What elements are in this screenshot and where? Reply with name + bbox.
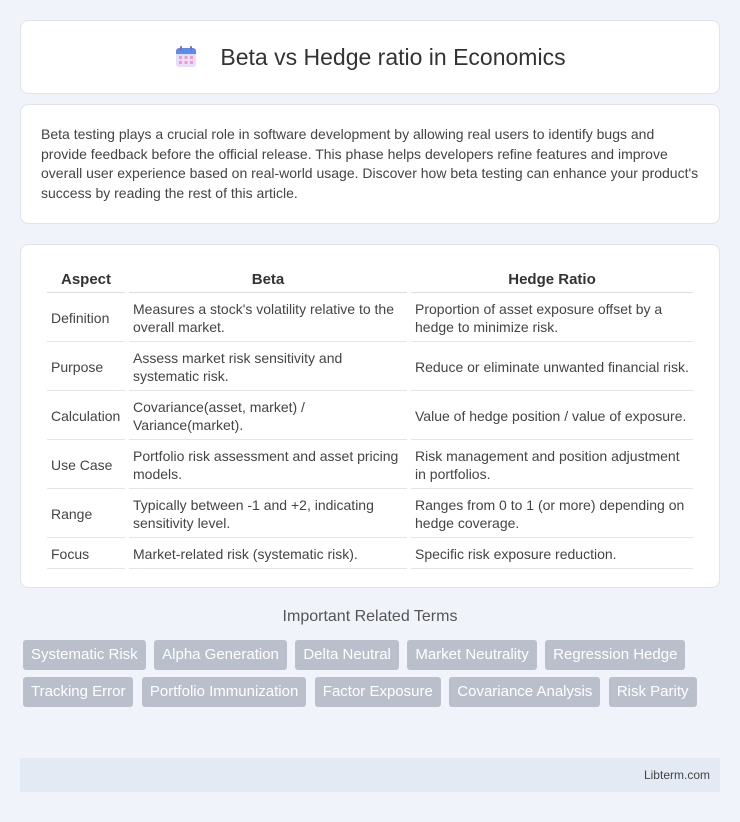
header-hedge-ratio: Hedge Ratio bbox=[411, 267, 693, 293]
aspect-cell: Focus bbox=[47, 540, 125, 569]
table-row bbox=[47, 344, 693, 391]
calendar-icon bbox=[174, 45, 198, 69]
hedge-cell: Proportion of asset exposure offset by a hedge to minimize risk. bbox=[411, 295, 693, 342]
term-tag[interactable]: Factor Exposure bbox=[315, 677, 441, 707]
table-row bbox=[47, 442, 693, 489]
footer-link[interactable]: Libterm.com bbox=[643, 768, 710, 782]
beta-cell: Portfolio risk assessment and asset pricing models. bbox=[129, 442, 407, 489]
aspect-cell: Definition bbox=[47, 295, 125, 342]
table-row bbox=[47, 393, 693, 440]
beta-cell: Market-related risk (systematic risk). bbox=[129, 540, 407, 569]
term-tag[interactable]: Risk Parity bbox=[609, 677, 697, 707]
table-row bbox=[47, 540, 693, 569]
term-tag[interactable]: Regression Hedge bbox=[545, 640, 685, 670]
beta-cell: Assess market risk sensitivity and systematic risk. bbox=[129, 344, 407, 391]
footer bbox=[20, 758, 720, 792]
hedge-cell: Ranges from 0 to 1 (or more) depending on hedge coverage. bbox=[411, 491, 693, 538]
table-row bbox=[47, 295, 693, 342]
header-beta: Beta bbox=[129, 267, 407, 293]
hedge-cell: Specific risk exposure reduction. bbox=[411, 540, 693, 569]
comparison-table bbox=[43, 265, 697, 571]
comparison-card bbox=[20, 244, 720, 588]
related-terms-list bbox=[23, 640, 723, 714]
beta-cell: Covariance(asset, market) / Variance(market). bbox=[129, 393, 407, 440]
header-aspect: Aspect bbox=[47, 267, 125, 293]
page-title: Beta vs Hedge ratio in Economics bbox=[220, 43, 566, 70]
beta-cell: Measures a stock's volatility relative to the overall market. bbox=[129, 295, 407, 342]
related-terms-title: Important Related Terms bbox=[282, 608, 458, 625]
term-tag[interactable]: Market Neutrality bbox=[407, 640, 536, 670]
hedge-cell: Risk management and position adjustment in portfolios. bbox=[411, 442, 693, 489]
term-tag[interactable]: Covariance Analysis bbox=[449, 677, 600, 707]
aspect-cell: Purpose bbox=[47, 344, 125, 391]
term-tag[interactable]: Delta Neutral bbox=[295, 640, 399, 670]
term-tag[interactable]: Portfolio Immunization bbox=[142, 677, 306, 707]
table-row bbox=[47, 491, 693, 538]
term-tag[interactable]: Systematic Risk bbox=[23, 640, 146, 670]
aspect-cell: Use Case bbox=[47, 442, 125, 489]
aspect-cell: Range bbox=[47, 491, 125, 538]
hedge-cell: Reduce or eliminate unwanted financial risk. bbox=[411, 344, 693, 391]
aspect-cell: Calculation bbox=[47, 393, 125, 440]
intro-text: Beta testing plays a crucial role in software development by allowing real users to identify bugs and provide feedback before the official release. This phase helps developers refine features and improve overall user experience based on real-world usage. Discover how beta testing can enhance your product's success by reading the rest of this article. bbox=[41, 126, 699, 201]
header-card bbox=[20, 20, 720, 94]
hedge-cell: Value of hedge position / value of exposure. bbox=[411, 393, 693, 440]
beta-cell: Typically between -1 and +2, indicating sensitivity level. bbox=[129, 491, 407, 538]
term-tag[interactable]: Tracking Error bbox=[23, 677, 133, 707]
intro-card bbox=[20, 104, 720, 224]
term-tag[interactable]: Alpha Generation bbox=[154, 640, 287, 670]
